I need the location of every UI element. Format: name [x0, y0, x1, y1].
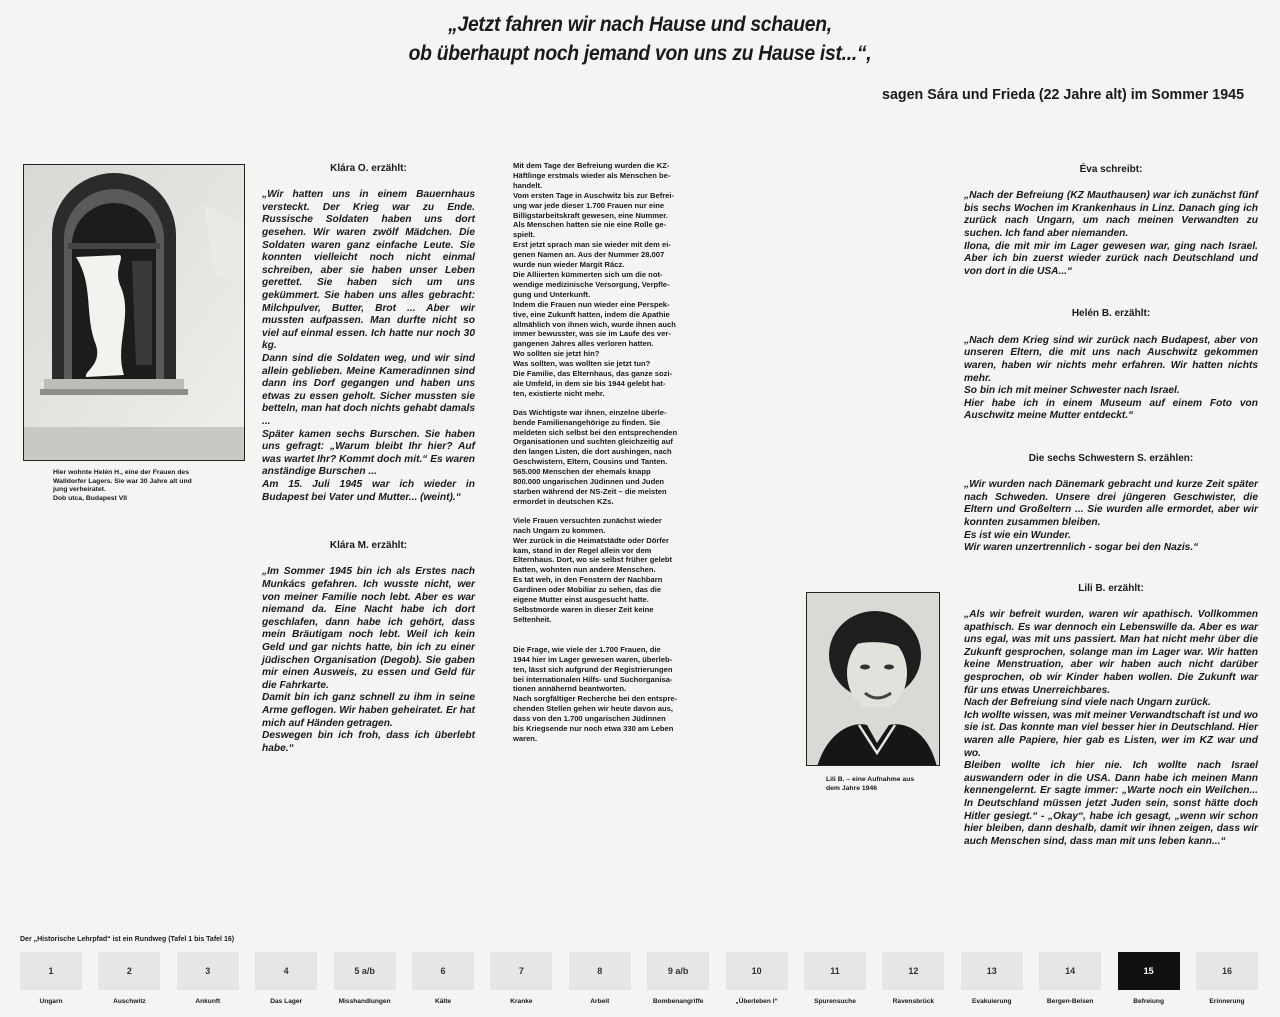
tafel-item[interactable]	[20, 952, 82, 1012]
headline	[382, 10, 897, 68]
column-testimonies	[964, 164, 1258, 848]
tafel-number[interactable]: 15	[1118, 952, 1180, 990]
tafel-item[interactable]	[98, 952, 160, 1012]
tafel-item[interactable]	[569, 952, 631, 1012]
schwestern-quote: „Wir wurden nach Dänemark gebracht und kurze Zeit später nach Schweden. Unsere drei jüngeren Geschwister, die Eltern und Großeltern ... Sie wurden alle ermordet, aber wir konnten zusammen bleiben. Es ist wie ein Wunder. Wir waren unzertrennlich - sogar bei den Nazis.“	[964, 479, 1258, 554]
tafel-item[interactable]	[334, 952, 396, 1012]
tafel-label: Ungarn	[39, 998, 63, 1005]
tafel-item[interactable]	[882, 952, 944, 1012]
tafel-number[interactable]: 8	[569, 952, 631, 990]
eva-quote: „Nach der Befreiung (KZ Mauthausen) war ich zunächst fünf bis sechs Wochen im Krankenhaus in Linz. Danach ging ich zurück nach Ungarn, um nach meinen Verwandten zu suchen. Ich fand aber niemanden. Ilona, die mit mir im Lager gewesen war, ging nach Israel. Aber ich bin zuerst wieder zurück nach Deutschland und von dort in die USA...“	[964, 190, 1258, 277]
tafel-item[interactable]	[177, 952, 239, 1012]
klara-m-heading: Klára M. erzählt:	[329, 540, 408, 552]
window-illustration	[24, 165, 245, 461]
tafel-number[interactable]: 3	[177, 952, 239, 990]
tafel-number[interactable]: 10	[726, 952, 788, 990]
tafel-label: „Überleben I“	[735, 998, 778, 1005]
window-photo-caption: Hier wohnte Helén H., eine der Frauen des Walldorfer Lagers. Sie war 30 Jahre alt und jung verheiratet. Dob utca, Budapest VII	[53, 469, 192, 502]
tafel-number[interactable]: 6	[412, 952, 474, 990]
tafel-item[interactable]	[726, 952, 788, 1012]
tafel-label: Ankunft	[195, 998, 221, 1005]
column-klara	[262, 163, 475, 755]
klara-o-heading: Klára O. erzählt:	[330, 163, 407, 174]
tafel-number[interactable]: 7	[490, 952, 552, 990]
tafel-label: Ravensbrück	[892, 998, 935, 1005]
tafel-item[interactable]	[1118, 952, 1180, 1012]
tafel-label: Bombenangriffe	[652, 998, 704, 1005]
lili-quote: „Als wir befreit wurden, waren wir apathisch. Vollkommen apathisch. Es war dennoch ein Lebenswille da. Aber es war uns egal, was mit uns passiert. Man hat nicht mehr über die Zukunft gesprochen, solange man im Lager war. Wir hatten keine Menstruation, aber wir haben auch nicht darüber gesprochen, ob wir Kinder haben wollen. Die Zukunft war für uns etwas Unerreichbares. Nach der Befreiung sind viele nach Ungarn zurück. Ich wollte wissen, was mit meiner Verwandtschaft ist und wo sie ist. Das konnte man viel besser hier in Deutschland. Hier waren alle Papiere, hier gab es Listen, wer im KZ war und wo. Bleiben wollte ich hier nie. Ich wollte nach Israel auswandern oder in die USA. Dann habe ich meinen Mann kennengelernt. Er sagte immer: „Warte noch ein Weilchen... In Deutschland müssen jetzt Juden sein, sonst hätte doch Hitler gesiegt.“ - „Okay“, habe ich gesagt, „wenn wir schon hier bleiben, dann deshalb, damit wir ihnen zeigen, dass wir auch Menschen sind, dass man mit uns leben kann...“	[964, 609, 1258, 847]
paragraph-2: Das Wichtigste war ihnen, einzelne überle- bende Familienangehörige zu finden. Sie meldeten sich selbst bei den entsprechenden Organisationen und suchten gleichzeitig auf den langen Listen, die dort aushingen, nach Geschwistern, Eltern, Cousins und Tanten. 565.000 Menschen der ehemals knapp 800.000 ungarischen Jüdinnen und Juden starben während der NS-Zeit – die meisten ermordet in deutschen KZs.	[513, 407, 678, 506]
headline-line-2: ob überhaupt noch jemand von uns zu Hause ist...“,	[408, 42, 872, 65]
tafel-label: Evakuierung	[972, 998, 1012, 1005]
footer-intro: Der „Historische Lehrpfad“ ist ein Rundweg (Tafel 1 bis Tafel 16)	[20, 936, 235, 943]
tafel-label: Bergen-Belsen	[1046, 998, 1094, 1005]
tafel-item[interactable]	[804, 952, 866, 1012]
tafel-number[interactable]: 11	[804, 952, 866, 990]
tafel-label: Auschwitz	[113, 998, 146, 1005]
window-photo	[23, 164, 245, 461]
portrait-illustration	[807, 593, 940, 766]
tafel-item[interactable]	[647, 952, 709, 1012]
eva-heading: Éva schreibt:	[1079, 164, 1143, 175]
tafel-number[interactable]: 13	[961, 952, 1023, 990]
tafel-label: Misshandlungen	[338, 998, 391, 1005]
lili-heading: Lili B. erzählt:	[1078, 582, 1144, 594]
tafel-number[interactable]: 16	[1196, 952, 1258, 990]
klara-m-quote: „Im Sommer 1945 bin ich als Erstes nach Munkács gefahren. Ich wusste nicht, wer von meiner Familie noch lebt. Aber es war niemand da. Eine Nacht habe ich dort geschlafen, dann habe ich gehört, dass mein Bräutigam noch lebt. Weil ich kein Geld und gar nichts hatte, bin ich zu einer jüdischen Organisation (Degob). Sie gaben mir einen Ausweis, zu essen und Geld für die Fahrkarte. Damit bin ich ganz schnell zu ihm in seine Arme geflogen. Wir haben geheiratet. Er hat mich auf Händen getragen. Deswegen bin ich froh, dass ich überlebt habe.“	[262, 566, 475, 754]
tafel-label: Das Lager	[270, 998, 303, 1005]
paragraph-1: Mit dem Tage der Befreiung wurden die KZ- Häftlinge erstmals wieder als Menschen be- handelt. Vom ersten Tage in Auschwitz bis zur Befrei- ung war jede dieser 1.700 Frauen nur eine Billigstarbeitskraft gewesen, eine Nummer. Als Menschen hatten sie nie eine Rolle ge- spielt. Erst jetzt sprach man sie wieder mit dem ei- genen Namen an. Aus der Nummer 28.007 wurde nun wieder Margit Rácz. Die Alliierten kümmerten sich um die not- wendige medizinische Versorgung, Verpfle- gung und Unterkunft. Indem die Frauen nun wieder eine Perspek- tive, eine Zukunft hatten, indem die Apathie allmählich von ihnen wich, wurde ihnen auch immer bewusster, was sie im Laufe des ver- gangenen Jahres alles verloren hatten. Wo sollten sie jetzt hin? Was sollten, was wollten sie jetzt tun? Die Familie, das Elternhaus, das ganze sozi- ale Umfeld, in dem sie bis 1944 gelebt hat- ten, existierte nicht mehr.	[513, 161, 676, 398]
tafel-item[interactable]	[490, 952, 552, 1012]
schwestern-heading: Die sechs Schwestern S. erzählen:	[1028, 452, 1194, 464]
paragraph-4: Die Frage, wie viele der 1.700 Frauen, die 1944 hier im Lager gewesen waren, überleb- ten, lässt sich aufgrund der Registrierungen bei internationalen Hilfs- und Suchorganisa- tionen annähernd beantworten. Nach sorgfältiger Recherche bei den entspre- chenden Stellen gehen wir heute davon aus, dass von den 1.700 ungarischen Jüdinnen bis Kriegsende nur noch etwa 330 am Leben waren.	[513, 644, 678, 743]
tafel-item[interactable]	[412, 952, 474, 1012]
tafel-item[interactable]	[1039, 952, 1101, 1012]
lili-portrait-photo	[806, 592, 940, 766]
lili-portrait-caption: Lili B. – eine Aufnahme aus dem Jahre 1946	[826, 776, 915, 792]
helen-heading: Helén B. erzählt:	[1071, 308, 1151, 320]
column-befreiung-text	[513, 161, 713, 744]
headline-line-1: „Jetzt fahren wir nach Hause und schauen,	[448, 13, 832, 36]
tafel-label: Spurensuche	[814, 998, 856, 1005]
tafel-number[interactable]: 14	[1039, 952, 1101, 990]
tafel-item[interactable]	[1196, 952, 1258, 1012]
klara-o-quote: „Wir hatten uns in einem Bauernhaus versteckt. Der Krieg war zu Ende. Russische Soldaten haben uns dort gesehen. Wir waren zwölf Mädchen. Die Soldaten waren ganz einfache Leute. Sie konnten vielleicht noch nicht einmal schreiben, aber sie haben unser Leben gerettet. Sie haben sich um uns gekümmert. Sie haben uns alles gebracht: Milchpulver, Butter, Brot ... Aber wir mussten aufpassen. Man durfte nicht so viel auf einmal essen. Ich hatte nur noch 30 kg. Dann sind die Soldaten weg, und wir sind allein geblieben. Meine Kameradinnen sind dann ins Dorf gegangen und haben uns etwas zu essen geholt. Sicher mussten sie betteln, man hat doch nichts gehabt damals ... Später kamen sechs Burschen. Sie haben uns gefragt: „Warum bleibt Ihr hier? Auf was wartet Ihr? Kommt doch mit.“ Es waren anständige Burschen ... Am 15. Juli 1945 war ich wieder in Budapest bei Vater und Mutter... (weint).“	[262, 189, 475, 503]
tafel-number[interactable]: 12	[882, 952, 944, 990]
tafel-label: Arbeit	[590, 998, 610, 1005]
tafel-item[interactable]	[961, 952, 1023, 1012]
tafel-number[interactable]: 9 a/b	[647, 952, 709, 990]
tafel-number[interactable]: 5 a/b	[334, 952, 396, 990]
subline: sagen Sára und Frieda (22 Jahre alt) im Sommer 1945	[882, 86, 1244, 103]
tafel-number[interactable]: 2	[98, 952, 160, 990]
tafel-label: Kälte	[434, 998, 452, 1005]
helen-quote: „Nach dem Krieg sind wir zurück nach Budapest, aber von unseren Eltern, die mit uns nach Auschwitz gekommen waren, haben wir nichts mehr erfahren. Wir hatten nichts mehr. So bin ich mit meiner Schwester nach Israel. Hier habe ich in einem Museum auf einem Foto von Auschwitz meine Mutter entdeckt.“	[964, 334, 1258, 422]
tafel-label: Kranke	[510, 998, 533, 1005]
tafel-label: Befreiung	[1133, 998, 1164, 1005]
tafel-label: Erinnerung	[1209, 998, 1245, 1005]
tafel-item[interactable]	[255, 952, 317, 1012]
tafel-number[interactable]: 4	[255, 952, 317, 990]
tafel-number[interactable]: 1	[20, 952, 82, 990]
paragraph-3: Viele Frauen versuchten zunächst wieder nach Ungarn zu kommen. Wer zurück in die Heimatstädte oder Dörfer kam, stand in der Regel allein vor dem Elternhaus. Dort, wo sie selbst früher gelebt hatten, wohnten nun andere Menschen. Es tat weh, in den Fenstern der Nachbarn Gardinen oder Mobiliar zu sehen, das die eigene Mutter einst ausgesucht hatte. Selbstmorde waren in dieser Zeit keine Seltenheit.	[513, 515, 673, 624]
